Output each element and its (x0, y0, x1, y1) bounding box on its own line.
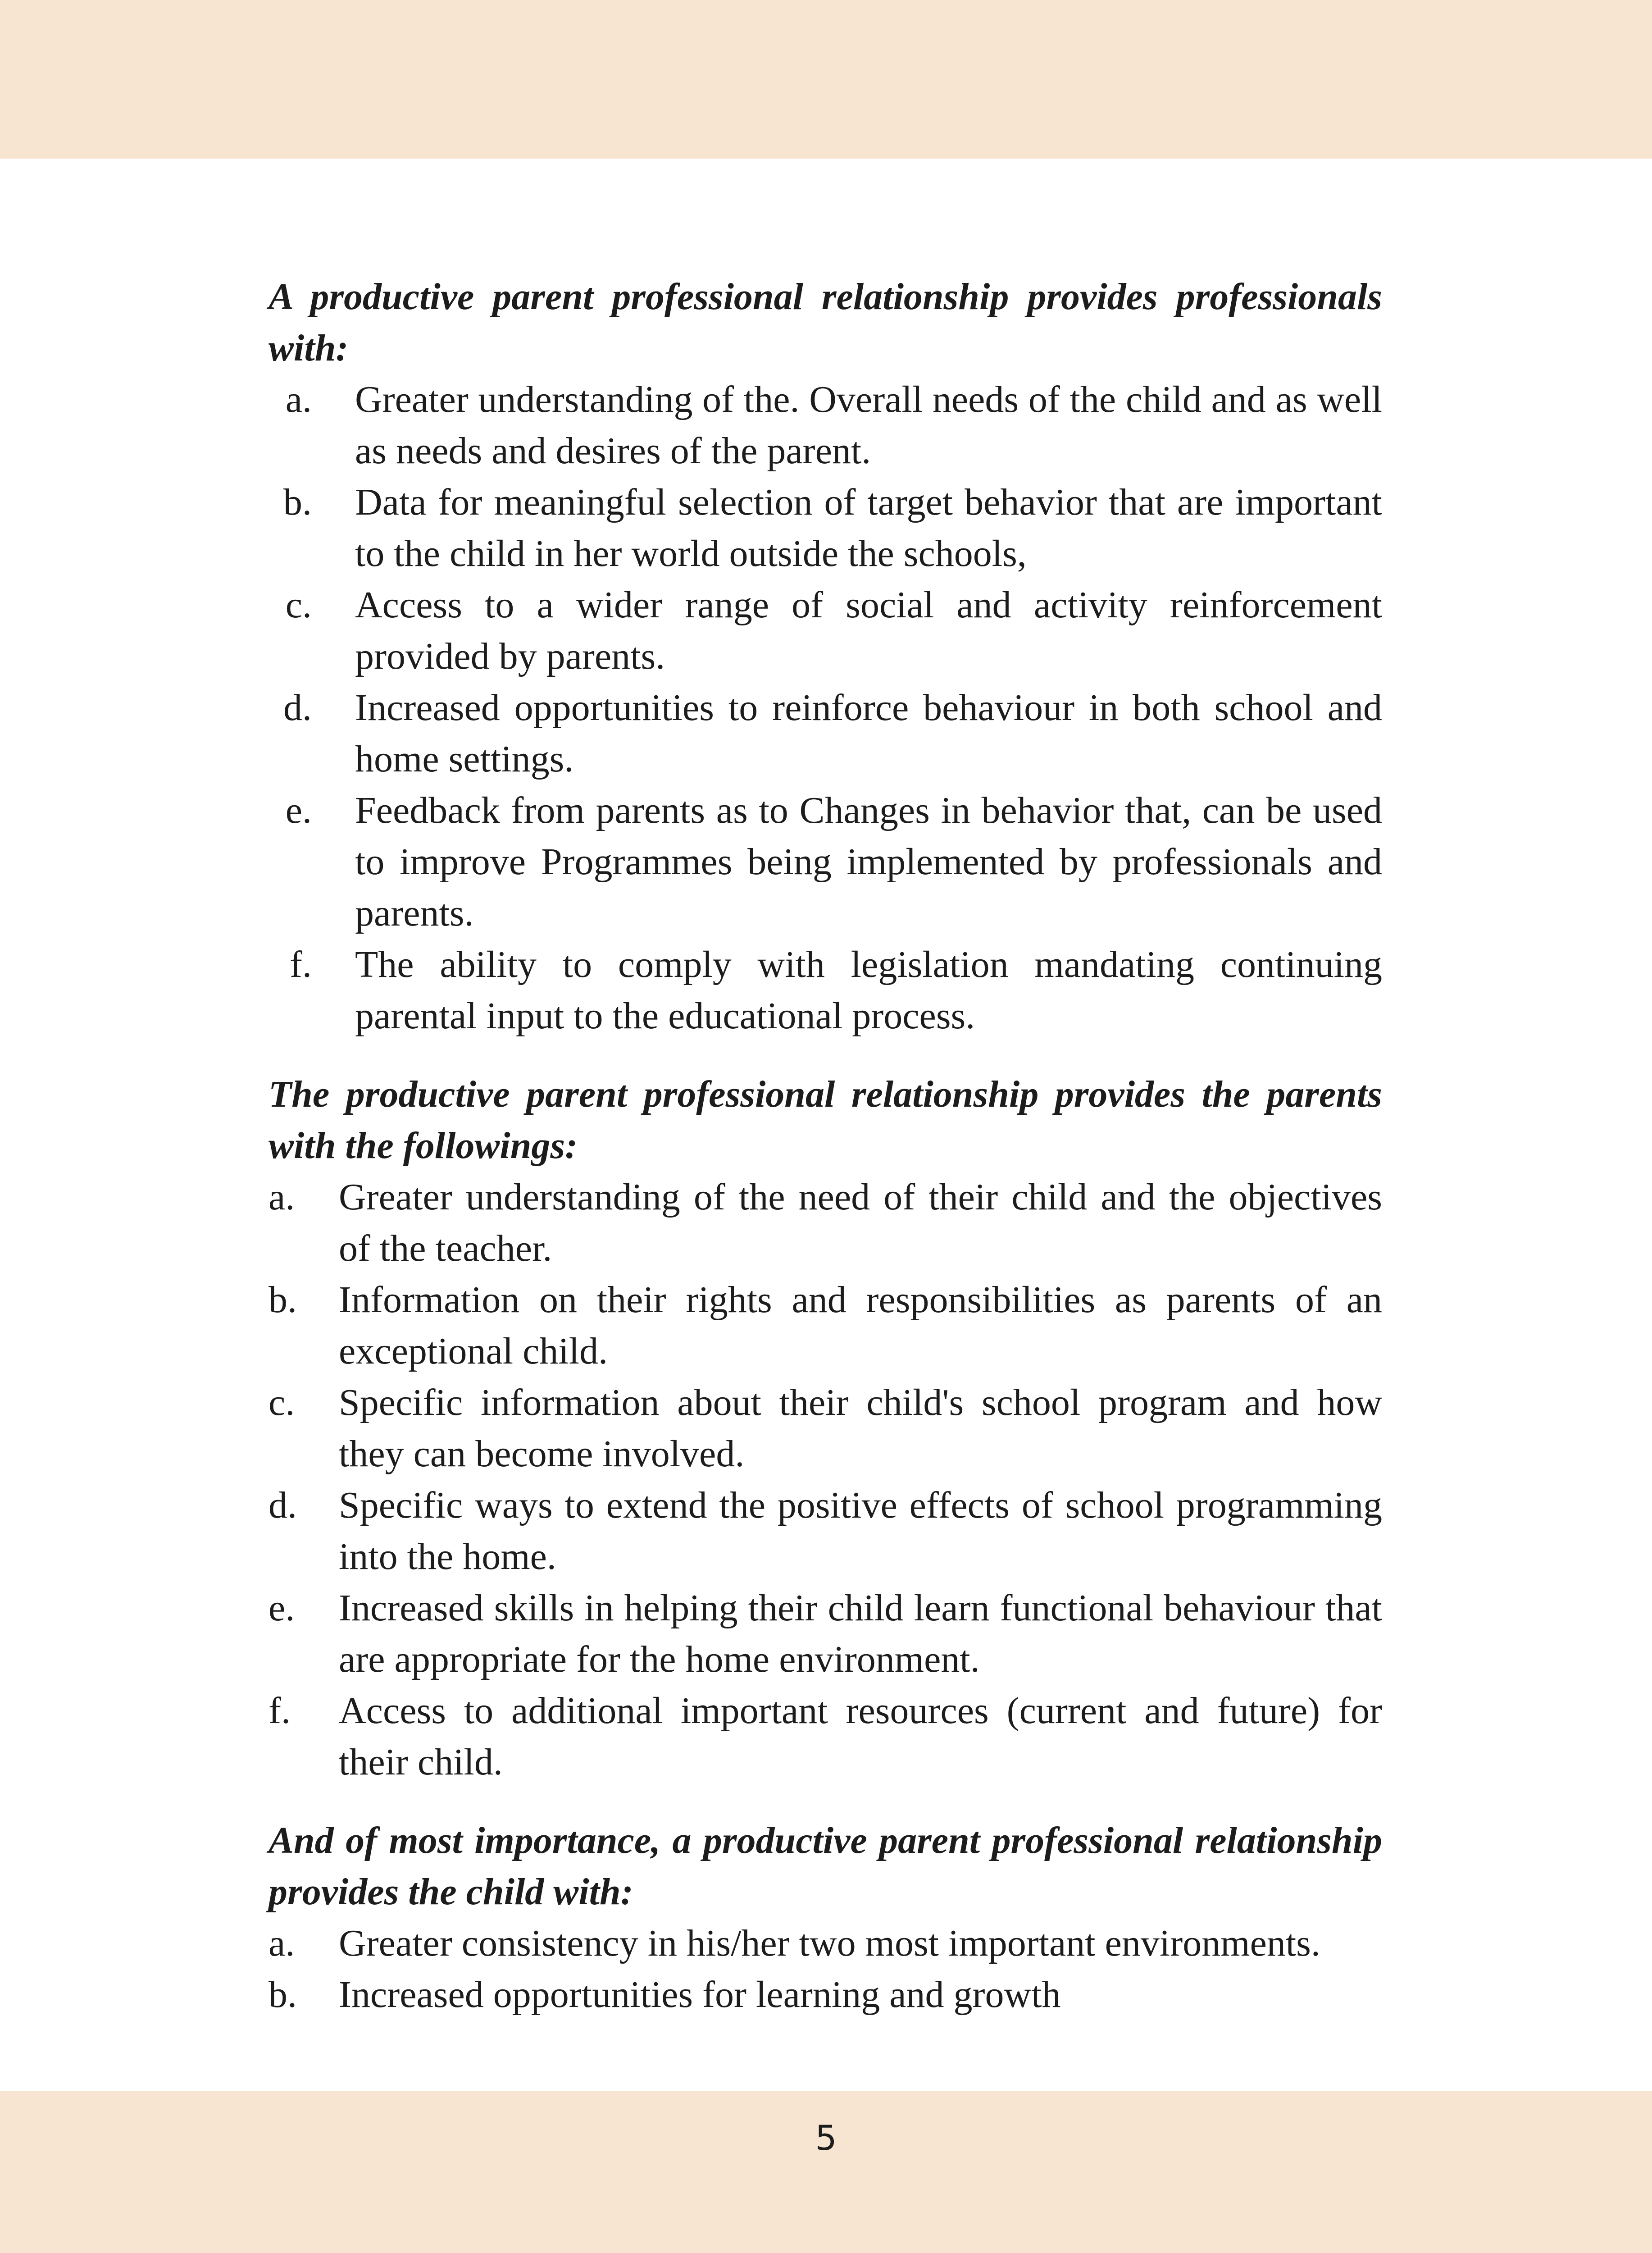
list-item (269, 1274, 1382, 1377)
list-item (269, 1172, 1382, 1274)
list-marker: f. (269, 1690, 291, 1732)
benefit-list (269, 1172, 1382, 1788)
list-item-text: Access to additional important resources (current and future) for their child. (339, 1690, 1382, 1783)
list-item (269, 1583, 1382, 1685)
list-item (269, 477, 1382, 579)
list-item (269, 1377, 1382, 1480)
page-number: 5 (815, 2118, 837, 2158)
header-band (0, 0, 1652, 159)
list-marker: b. (269, 1279, 297, 1321)
section-child (269, 1815, 1382, 2020)
benefit-list (269, 1918, 1382, 2020)
list-item (269, 374, 1382, 477)
list-item-text: Increased opportunities to reinforce behaviour in both school and home settings. (355, 687, 1382, 780)
list-marker: e. (269, 1587, 295, 1629)
list-item-text: Increased opportunities for learning and growth (339, 1974, 1061, 2016)
section-parents (269, 1069, 1382, 1788)
list-item-text: Information on their rights and responsibilities as parents of an exceptional child. (339, 1279, 1382, 1372)
page-content (269, 271, 1382, 2020)
list-item-text: Specific information about their child's school program and how they can become involved. (339, 1382, 1382, 1475)
list-marker: c. (269, 1382, 295, 1423)
benefit-list (269, 374, 1382, 1042)
list-item (269, 785, 1382, 939)
list-item (269, 1918, 1382, 1969)
list-item (269, 1480, 1382, 1583)
list-item-text: Greater consistency in his/her two most important environments. (339, 1922, 1320, 1964)
list-item (269, 1969, 1382, 2020)
list-item (269, 939, 1382, 1042)
list-marker: d. (269, 1484, 297, 1526)
list-marker: f. (290, 944, 312, 985)
list-item-text: Greater understanding of the. Overall needs of the child and as well as needs and desires of the parent. (355, 379, 1382, 472)
section-professionals (269, 271, 1382, 1042)
list-item-text: Greater understanding of the need of their child and the objectives of the teacher. (339, 1176, 1382, 1269)
list-marker: b. (269, 1974, 297, 2016)
list-item (269, 579, 1382, 682)
list-item-text: Increased skills in helping their child learn functional behaviour that are appropriate for the home environment. (339, 1587, 1382, 1680)
list-marker: e. (285, 789, 312, 831)
list-marker: b. (283, 481, 312, 523)
list-item (269, 1685, 1382, 1788)
list-marker: a. (285, 379, 312, 420)
list-item (269, 682, 1382, 785)
section-heading: A productive parent professional relationship provides professionals with: (269, 276, 1382, 369)
list-marker: d. (283, 687, 312, 729)
list-item-text: Specific ways to extend the positive effects of school programming into the home. (339, 1484, 1382, 1578)
list-marker: a. (269, 1922, 295, 1964)
list-item-text: Feedback from parents as to Changes in behavior that, can be used to improve Programmes being implemented by professionals and parents. (355, 789, 1382, 934)
list-item-text: Access to a wider range of social and activity reinforcement provided by parents. (355, 584, 1382, 677)
section-heading: And of most importance, a productive parent professional relationship provides the child with: (269, 1820, 1382, 1913)
list-item-text: Data for meaningful selection of target behavior that are important to the child in her world outside the schools, (355, 481, 1382, 575)
list-marker: c. (285, 584, 312, 626)
list-marker: a. (269, 1176, 295, 1218)
section-heading: The productive parent professional relationship provides the parents with the followings: (269, 1073, 1382, 1167)
list-item-text: The ability to comply with legislation mandating continuing parental input to the educational process. (355, 944, 1382, 1037)
